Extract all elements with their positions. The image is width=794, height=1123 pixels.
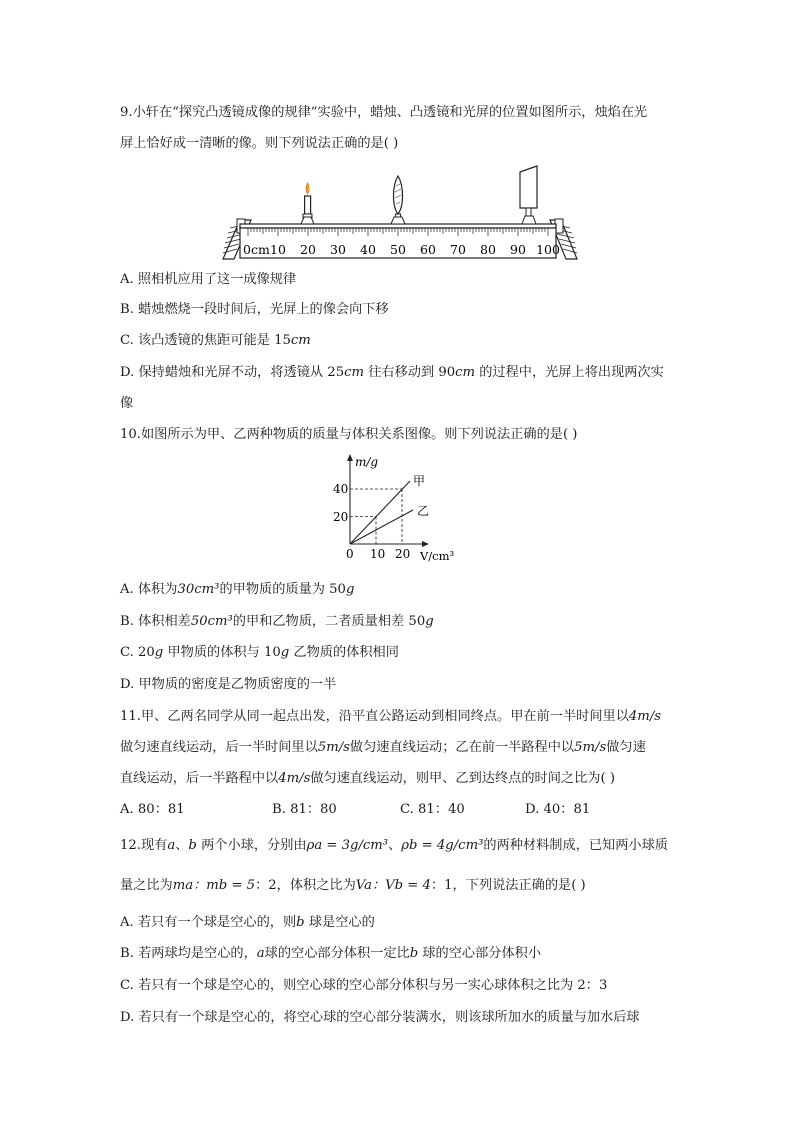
unit-g: g bbox=[425, 614, 434, 629]
mass-volume-graph bbox=[325, 452, 465, 568]
q10-option-b[interactable] bbox=[120, 612, 434, 632]
q10-stem: 10.如图所示为甲、乙两种物质的质量与体积关系图像。则下列说法正确的是( ) bbox=[120, 427, 578, 442]
q11-text: 11.甲、乙两名同学从同一起点出发，沿平直公路运动到相同终点。甲在前一半时间里以 bbox=[120, 709, 629, 724]
bench-label: 40 bbox=[360, 242, 376, 257]
origin-label: 0 bbox=[346, 547, 354, 561]
y-tick-40: 40 bbox=[333, 482, 349, 496]
q10-option-c-text: C. 20 bbox=[120, 645, 155, 660]
y-axis-label: m/g bbox=[355, 455, 379, 469]
q12-text: 、 bbox=[388, 838, 402, 853]
q9-option-d[interactable] bbox=[120, 363, 664, 383]
math-volume: 30cm³ bbox=[177, 582, 220, 597]
q11-text: 做匀速直线运动，后一半时间里以 bbox=[120, 740, 318, 755]
q11-option-b[interactable]: B. 81：80 bbox=[272, 802, 337, 817]
q12-option-a[interactable] bbox=[120, 913, 375, 933]
q11-option-a[interactable]: A. 80：81 bbox=[120, 802, 185, 817]
q12-text: ：2，体积之比为 bbox=[255, 878, 356, 893]
optical-bench-figure bbox=[220, 164, 580, 264]
unit-g: g bbox=[154, 645, 164, 660]
x-axis-arrow bbox=[422, 541, 429, 547]
q11-stem-line2 bbox=[120, 738, 646, 758]
math-speed: 4m/s bbox=[628, 709, 662, 724]
q10-option-a-text: 的甲物质的质量为 50 bbox=[219, 582, 346, 597]
q10-option-b-text: 的甲和乙物质，二者质量相差 50 bbox=[232, 614, 426, 629]
q11-stem-line1 bbox=[120, 707, 661, 727]
x-tick-10: 10 bbox=[370, 547, 386, 561]
q12-stem-line1 bbox=[120, 836, 668, 856]
series-yi-label: 乙 bbox=[417, 504, 430, 518]
bench-rail bbox=[240, 224, 556, 228]
unit-cm: cm bbox=[290, 333, 311, 348]
q12-text: 量之比为 bbox=[120, 878, 173, 893]
bench-label: 70 bbox=[450, 242, 466, 257]
q9-option-d-line2: 像 bbox=[120, 396, 134, 411]
math-speed: 4m/s bbox=[278, 771, 311, 786]
ball-b: b bbox=[296, 915, 305, 930]
q12-option-c[interactable]: C. 若只有一个球是空心的，则空心球的空心部分体积与另一实心球体积之比为 2：3 bbox=[120, 978, 608, 993]
series-jia-line bbox=[350, 481, 410, 544]
q12-text: 、 bbox=[175, 838, 189, 853]
math-speed: 5m/s bbox=[574, 740, 607, 755]
q11-option-c[interactable]: C. 81：40 bbox=[400, 802, 465, 817]
q12-option-d[interactable]: D. 若只有一个球是空心的，将空心球的空心部分装满水，则该球所加水的质量与加水后球 bbox=[120, 1010, 640, 1025]
q9-option-d-text: 往右移动到 90 bbox=[364, 365, 456, 380]
q12-option-b-text: 球的空心部分体积小 bbox=[418, 946, 542, 961]
math-mass-ratio: ma：mb = 5 bbox=[172, 878, 256, 893]
q11-text: 直线运动，后一半路程中以 bbox=[120, 771, 279, 786]
ball-a: a bbox=[167, 838, 176, 853]
q12-text: ：1，下列说法正确的是( ) bbox=[430, 878, 586, 893]
q10-option-c-text: 乙物质的体积相同 bbox=[289, 645, 399, 660]
q9-option-b[interactable]: B. 蜡烛燃烧一段时间后，光屏上的像会向下移 bbox=[120, 302, 389, 317]
bench-label: 30 bbox=[330, 242, 346, 257]
unit-g: g bbox=[345, 582, 355, 597]
math-volume-ratio: Va：Vb = 4 bbox=[355, 878, 431, 893]
q10-option-b-text: B. 体积相差 bbox=[120, 614, 191, 629]
q12-stem-line2 bbox=[120, 876, 586, 896]
q11-option-d[interactable]: D. 40：81 bbox=[525, 802, 591, 817]
bench-label: 80 bbox=[480, 242, 496, 257]
q9-option-d-text: 的过程中，光屏上将出现两次实 bbox=[475, 365, 664, 380]
q12-text: 的两种材料制成，已知两小球质 bbox=[483, 838, 668, 853]
q11-text: 做匀速直线运动；乙在前一半路程中以 bbox=[349, 740, 575, 755]
q10-option-c[interactable] bbox=[120, 643, 399, 663]
q9-option-a[interactable]: A. 照相机应用了这一成像规律 bbox=[120, 272, 297, 287]
q12-option-b-text: 球的空心部分体积一定比 bbox=[264, 946, 410, 961]
convex-lens bbox=[391, 176, 405, 224]
unit-g: g bbox=[280, 645, 290, 660]
bench-label: 100 bbox=[536, 242, 560, 257]
math-speed: 5m/s bbox=[317, 740, 350, 755]
q10-option-a[interactable] bbox=[120, 580, 354, 600]
y-tick-20: 20 bbox=[333, 510, 349, 524]
q9-option-d-text: D. 保持蜡烛和光屏不动，将透镜从 25 bbox=[120, 365, 345, 380]
unit-cm: cm bbox=[455, 365, 476, 380]
ball-b: b bbox=[409, 946, 419, 961]
q11-stem-line3 bbox=[120, 769, 615, 789]
q12-text: 两个小球，分别由 bbox=[196, 838, 307, 853]
q10-option-a-text: A. 体积为 bbox=[120, 582, 178, 597]
q9-stem-line1: 9.小轩在“探究凸透镜成像的规律”实验中，蜡烛、凸透镜和光屏的位置如图所示，烛焰在光 bbox=[120, 105, 648, 120]
ball-a: a bbox=[256, 946, 265, 961]
y-axis-arrow bbox=[347, 454, 353, 461]
q12-option-b[interactable] bbox=[120, 944, 541, 964]
candle bbox=[301, 183, 314, 224]
bench-label: 90 bbox=[510, 242, 526, 257]
bench-label: 60 bbox=[420, 242, 436, 257]
q12-option-a-text: A. 若只有一个球是空心的，则 bbox=[120, 915, 297, 930]
bench-label: 10 bbox=[270, 242, 286, 257]
series-jia-label: 甲 bbox=[413, 474, 426, 488]
q9-option-c-text: C. 该凸透镜的焦距可能是 15 bbox=[120, 333, 291, 348]
x-axis-label: V/cm³ bbox=[420, 549, 455, 563]
q10-option-d[interactable]: D. 甲物质的密度是乙物质密度的一半 bbox=[120, 677, 337, 692]
math-volume: 50cm³ bbox=[190, 614, 233, 629]
bench-label: 0cm bbox=[243, 242, 270, 257]
bench-label: 20 bbox=[300, 242, 316, 257]
q12-option-a-text: 球是空心的 bbox=[304, 915, 375, 930]
q9-option-c[interactable] bbox=[120, 331, 311, 351]
series-yi-line bbox=[350, 510, 413, 544]
light-screen bbox=[520, 166, 537, 224]
math-density-b: ρb = 4g/cm³ bbox=[401, 838, 484, 853]
q11-text: 做匀速 bbox=[606, 740, 646, 755]
math-density-a: ρa = 3g/cm³ bbox=[306, 838, 389, 853]
unit-cm: cm bbox=[344, 365, 364, 380]
bench-label: 50 bbox=[390, 242, 406, 257]
q10-option-c-text: 甲物质的体积与 10 bbox=[163, 645, 281, 660]
x-tick-20: 20 bbox=[395, 547, 411, 561]
q11-text: 做匀速直线运动，则甲、乙到达终点的时间之比为( ) bbox=[310, 771, 615, 786]
ball-b: b bbox=[188, 838, 197, 853]
q9-stem-line2: 屏上恰好成一清晰的像。则下列说法正确的是( ) bbox=[120, 136, 399, 151]
q12-text: 12.现有 bbox=[120, 838, 168, 853]
q12-option-b-text: B. 若两球均是空心的， bbox=[120, 946, 257, 961]
